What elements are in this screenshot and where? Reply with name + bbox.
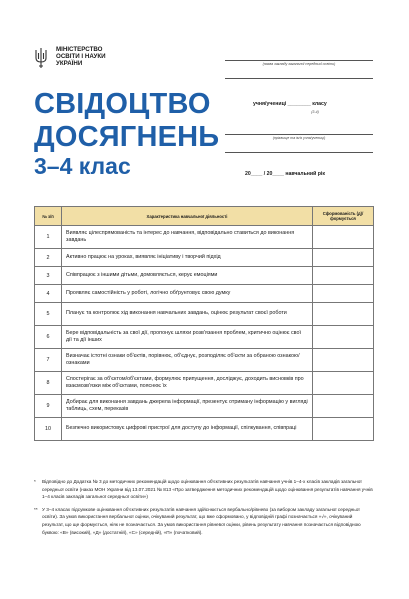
table-row [35, 395, 374, 418]
table-row [35, 285, 374, 303]
row-mark-cell[interactable] [313, 395, 374, 418]
row-mark-cell[interactable] [313, 303, 374, 326]
row-number: 7 [35, 349, 62, 372]
col-num-header: № з/п [35, 207, 62, 226]
row-mark-cell[interactable] [313, 372, 374, 395]
footnote [34, 478, 374, 501]
school-name-line-2[interactable] [225, 72, 373, 79]
row-description: Співпрацює з іншими дітьми, домовляється, керує емоціями [62, 267, 313, 285]
table-row [35, 249, 374, 267]
pupil-name-hint: (прізвище та ім'я учня/учениці) [272, 136, 326, 140]
school-hint: (назва закладу загальної середньої освіти) [262, 62, 336, 66]
row-number: 2 [35, 249, 62, 267]
title-line-2: ДОСЯГНЕНЬ [34, 121, 220, 153]
row-mark-cell[interactable] [313, 249, 374, 267]
footnote-text: Відповідно до Додатка № 3 до методичних рекомендацій щодо оцінювання об'єктивних результатів навчання учнів 1–4-х класів закладів загальної середньої освіти (наказ МОН України від 13.07.2021 № 813 «Про затвердження методичних рекомендацій щодо оцінювання результатів навчання учнів 1–4 класів закладів загальної середньої освіти») [42, 479, 373, 500]
row-mark-cell[interactable] [313, 349, 374, 372]
table-row [35, 226, 374, 249]
row-mark-cell[interactable] [313, 326, 374, 349]
footnote-marker: * [34, 479, 36, 484]
footnote [34, 506, 374, 536]
class-hint: (3-4) [311, 110, 319, 114]
title-line-1: СВІДОЦТВО [34, 88, 211, 120]
row-description: Безпечно використовує цифрові пристрої для доступу до інформації, спілкування, співпраці [62, 418, 313, 441]
col-mark-header: Сформованість (д)/ формується [313, 207, 374, 226]
table-row [35, 349, 374, 372]
row-number: 9 [35, 395, 62, 418]
row-description: Визначає істотні ознаки об'єктів, порівнює, об'єднує, розподіляє об'єкти за обраною ознакою/ознаками [62, 349, 313, 372]
ministry-name: МІНІСТЕРСТВО ОСВІТИ І НАУКИ УКРАЇНИ [56, 46, 106, 68]
row-description: Активно працює на уроках, виявляє ініціативу і творчий підхід [62, 249, 313, 267]
row-description: Добирає для виконання завдань джерела інформації, презентує отриману інформацію у вигляді таблиць, схем, переказів [62, 395, 313, 418]
col-desc-header: Характеристика навчальної діяльності [62, 207, 313, 226]
row-mark-cell[interactable] [313, 226, 374, 249]
table-row [35, 303, 374, 326]
row-description: Спостерігає за об'єктом/об'єктами, формулює припущення, досліджує, доходить висновків про взаємозв'язки між об'єктами, пояснює їх [62, 372, 313, 395]
row-description: Проявляє самостійність у роботі, логічно обґрунтовує свою думку [62, 285, 313, 303]
title-line-3: 3–4 клас [34, 153, 131, 179]
row-number: 10 [35, 418, 62, 441]
row-number: 4 [35, 285, 62, 303]
school-year-label: 20____ / 20____ навчальний рік [245, 171, 325, 177]
row-description: Виявляє цілеспрямованість та інтерес до навчання, відповідально ставиться до виконання завдань [62, 226, 313, 249]
table-row [35, 372, 374, 395]
footnotes [34, 478, 374, 541]
row-description: Бере відповідальність за свої дії, пропонує шляхи розв'язання проблем, критично оцінює свої дії та дії інших [62, 326, 313, 349]
footnote-marker: ** [34, 506, 38, 512]
row-description: Планує та контролює хід виконання навчальних завдань, оцінює результат своєї роботи [62, 303, 313, 326]
table-row [35, 267, 374, 285]
row-number: 6 [35, 326, 62, 349]
row-mark-cell[interactable] [313, 285, 374, 303]
achievements-table [34, 206, 374, 441]
row-number: 5 [35, 303, 62, 326]
row-number: 8 [35, 372, 62, 395]
row-mark-cell[interactable] [313, 418, 374, 441]
row-mark-cell[interactable] [313, 267, 374, 285]
row-number: 3 [35, 267, 62, 285]
row-number: 1 [35, 226, 62, 249]
pupil-name-line[interactable] [225, 128, 373, 135]
trident-emblem-icon [34, 47, 48, 69]
table-row [35, 418, 374, 441]
footnote-text: У 3–4 класах підсумкове оцінювання об'єктивних результатів навчання здійснюється вербально/рівнево (за вибором закладу загальної середньої освіти). За умов використання вербальної оцінки, очікуваний результат, що вже сформовано, у відповідній графі позначається «√», очікуваний результат, що ще формується, ніяк не позначається. За умов використання рівневої оцінки, рівень результату навчання позначається відповідною буквою: «В» (високий), «Д» (достатній), «С» (середній), «П» (початковий). [42, 506, 361, 535]
pupil-class-label: учня/учениці ________ класу [253, 101, 327, 107]
school-name-line[interactable] [225, 54, 373, 61]
pupil-name-line-2[interactable] [225, 146, 373, 153]
table-row [35, 326, 374, 349]
